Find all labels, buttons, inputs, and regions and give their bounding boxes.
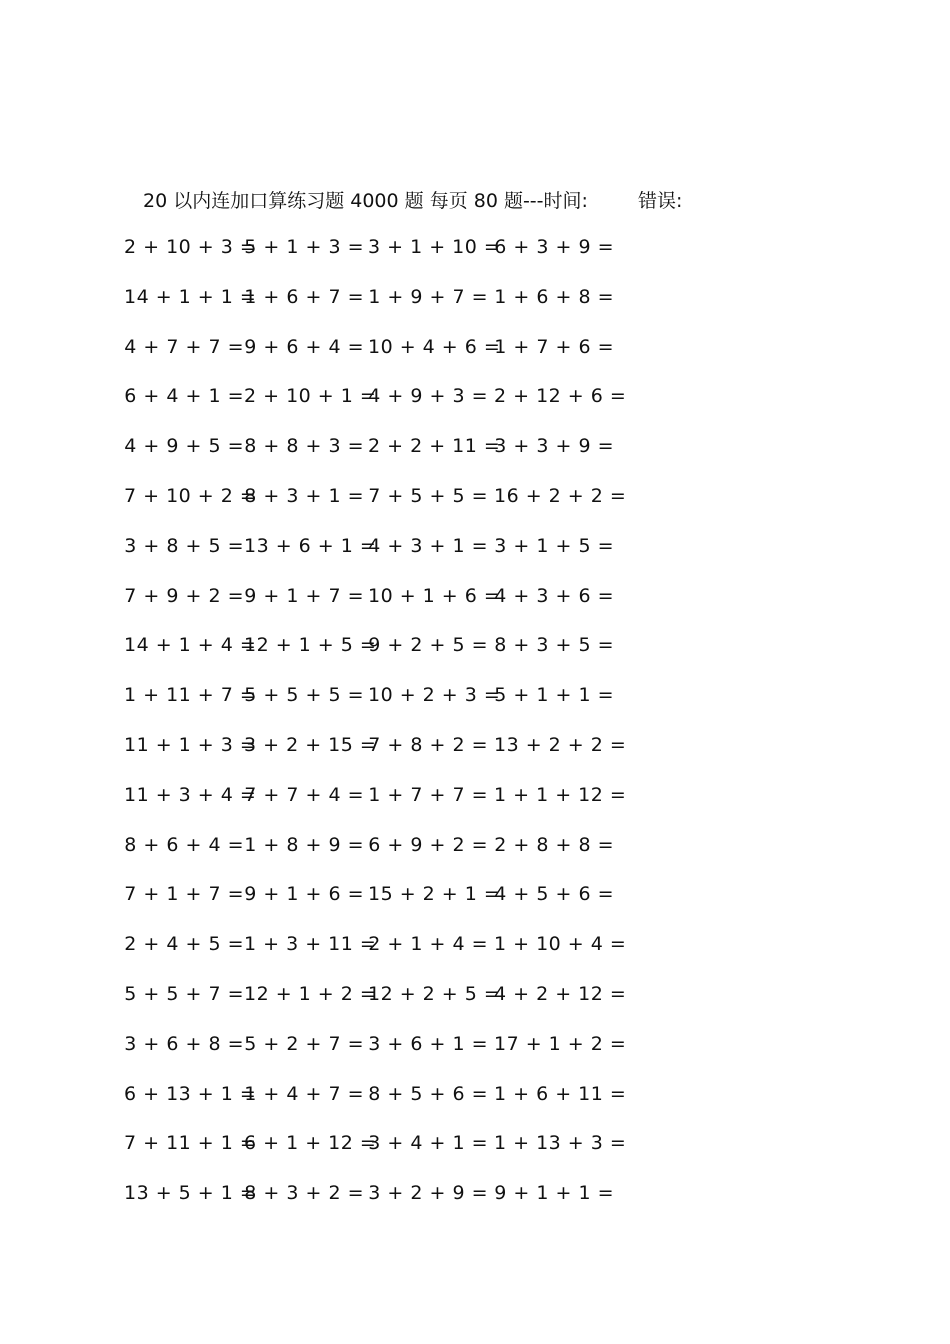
problem-item: 1 + 6 + 11 = [494,1082,627,1105]
problem-item: 15 + 2 + 1 = [368,883,501,906]
problem-item: 13 + 5 + 1 = [124,1182,257,1205]
problem-item: 9 + 6 + 4 = [244,335,364,358]
problem-item: 9 + 1 + 6 = [244,883,364,906]
problem-item: 2 + 10 + 3 = [124,236,257,258]
problem-item: 1 + 8 + 9 = [244,833,364,856]
problem-row [0,983,950,1013]
problem-row [0,435,950,465]
problem-item: 3 + 2 + 15 = [244,734,377,756]
problem-row [0,236,950,266]
problem-item: 1 + 13 + 3 = [494,1132,627,1155]
problem-item: 16 + 2 + 2 = [494,485,627,507]
problem-item: 6 + 9 + 2 = [368,833,488,856]
problem-item: 5 + 5 + 7 = [124,983,244,1005]
problem-item: 1 + 1 + 12 = [494,783,627,806]
problem-item: 13 + 6 + 1 = [244,534,377,557]
problem-item: 7 + 7 + 4 = [244,783,364,806]
problem-item: 7 + 5 + 5 = [368,485,488,507]
problem-item: 2 + 1 + 4 = [368,933,488,956]
problem-item: 2 + 10 + 1 = [244,385,377,408]
problem-item: 8 + 5 + 6 = [368,1082,488,1105]
problem-row [0,634,950,664]
problem-item: 10 + 2 + 3 = [368,684,501,707]
problem-item: 6 + 13 + 1 = [124,1082,257,1105]
problem-item: 7 + 11 + 1 = [124,1132,257,1155]
problem-item: 12 + 1 + 5 = [244,634,377,657]
problem-row [0,336,950,366]
problem-item: 1 + 4 + 7 = [244,1082,364,1105]
problem-row [0,286,950,316]
problem-row [0,784,950,814]
problem-item: 4 + 3 + 6 = [494,584,614,607]
problem-item: 3 + 2 + 9 = [368,1182,488,1205]
problem-item: 14 + 1 + 1 = [124,285,257,308]
problem-item: 2 + 12 + 6 = [494,385,627,408]
problem-item: 3 + 6 + 8 = [124,1032,244,1055]
problem-item: 8 + 3 + 5 = [494,634,614,657]
problem-item: 8 + 6 + 4 = [124,833,244,856]
problem-item: 8 + 8 + 3 = [244,435,364,458]
problem-item: 10 + 1 + 6 = [368,584,501,607]
errors-label: 错误: [638,190,683,212]
problem-item: 11 + 1 + 3 = [124,734,257,756]
problem-item: 8 + 3 + 1 = [244,485,364,507]
problem-item: 17 + 1 + 2 = [494,1032,627,1055]
problem-item: 4 + 5 + 6 = [494,883,614,906]
problem-item: 2 + 2 + 11 = [368,435,501,458]
problem-item: 7 + 10 + 2 = [124,485,257,507]
problem-item: 6 + 3 + 9 = [494,236,614,258]
problem-row [0,1033,950,1063]
problem-item: 5 + 5 + 5 = [244,684,364,707]
problem-item: 12 + 2 + 5 = [368,983,501,1005]
problem-item: 14 + 1 + 4 = [124,634,257,657]
problem-item: 4 + 9 + 3 = [368,385,488,408]
problem-row [0,1083,950,1113]
problem-row [0,485,950,515]
problem-item: 13 + 2 + 2 = [494,734,627,756]
problem-item: 7 + 9 + 2 = [124,584,244,607]
problem-item: 1 + 11 + 7 = [124,684,257,707]
problem-item: 10 + 4 + 6 = [368,335,501,358]
problem-row [0,535,950,565]
problem-item: 11 + 3 + 4 = [124,783,257,806]
problem-item: 1 + 3 + 11 = [244,933,377,956]
problem-item: 7 + 8 + 2 = [368,734,488,756]
problem-item: 2 + 8 + 8 = [494,833,614,856]
problem-item: 2 + 4 + 5 = [124,933,244,956]
problem-item: 12 + 1 + 2 = [244,983,377,1005]
problem-item: 3 + 1 + 10 = [368,236,501,258]
problem-item: 1 + 9 + 7 = [368,285,488,308]
problem-row [0,385,950,415]
problem-row [0,883,950,913]
problem-item: 9 + 1 + 1 = [494,1182,614,1205]
problem-item: 1 + 7 + 6 = [494,335,614,358]
problem-row [0,734,950,764]
problem-item: 4 + 7 + 7 = [124,335,244,358]
worksheet-header [143,186,843,214]
problem-item: 5 + 1 + 1 = [494,684,614,707]
problem-item: 5 + 1 + 3 = [244,236,364,258]
problem-row [0,585,950,615]
problem-item: 3 + 8 + 5 = [124,534,244,557]
problem-item: 5 + 2 + 7 = [244,1032,364,1055]
problem-item: 1 + 6 + 8 = [494,285,614,308]
problem-item: 4 + 3 + 1 = [368,534,488,557]
problem-item: 1 + 6 + 7 = [244,285,364,308]
problem-item: 1 + 7 + 7 = [368,783,488,806]
problem-item: 8 + 3 + 2 = [244,1182,364,1205]
problem-item: 6 + 1 + 12 = [244,1132,377,1155]
problem-item: 9 + 2 + 5 = [368,634,488,657]
worksheet-title: 20 以内连加口算练习题 4000 题 每页 80 题---时间: [143,190,588,212]
problem-item: 4 + 2 + 12 = [494,983,627,1005]
problem-item: 3 + 3 + 9 = [494,435,614,458]
problem-item: 6 + 4 + 1 = [124,385,244,408]
problem-item: 4 + 9 + 5 = [124,435,244,458]
problem-item: 3 + 6 + 1 = [368,1032,488,1055]
problem-row [0,1182,950,1212]
problem-row [0,1132,950,1162]
problem-item: 3 + 4 + 1 = [368,1132,488,1155]
problem-item: 3 + 1 + 5 = [494,534,614,557]
problem-row [0,933,950,963]
problem-item: 1 + 10 + 4 = [494,933,627,956]
problem-row [0,684,950,714]
problem-item: 7 + 1 + 7 = [124,883,244,906]
problem-row [0,834,950,864]
problem-item: 9 + 1 + 7 = [244,584,364,607]
